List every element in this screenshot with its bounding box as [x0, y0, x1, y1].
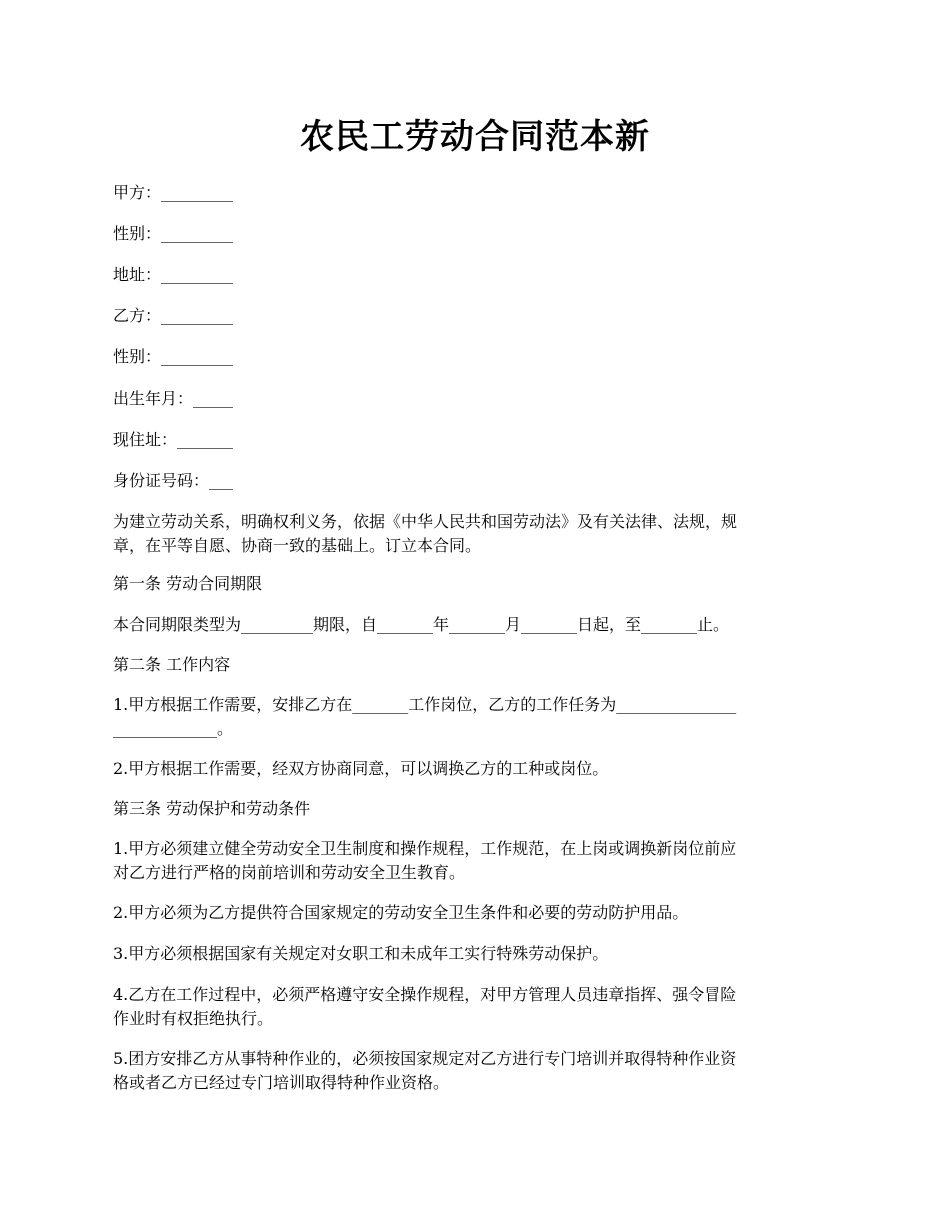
party-b-gender-field: 性别：_________ — [113, 347, 234, 366]
party-b-birth-field: 出生年月：_____ — [113, 389, 234, 408]
article-3-heading: 第三条 劳动保护和劳动条件 — [113, 799, 311, 818]
article-2-item-1-line-2: _____________。 — [113, 719, 234, 738]
article-3-item-4-line-2: 作业时有权拒绝执行。 — [113, 1009, 274, 1028]
article-2-heading: 第二条 工作内容 — [113, 655, 231, 674]
party-b-id-field: 身份证号码：___ — [113, 471, 234, 490]
party-a-address-field: 地址：_________ — [113, 265, 234, 284]
article-3-item-2: 2.甲方必须为乙方提供符合国家规定的劳动安全卫生条件和必要的劳动防护用品。 — [113, 903, 689, 922]
party-b-address-field: 现住址：_______ — [113, 430, 234, 449]
document-title: 农民工劳动合同范本新 — [300, 117, 650, 157]
article-3-item-1-line-2: 对乙方进行严格的岗前培训和劳动安全卫生教育。 — [113, 863, 466, 882]
article-1-text: 本合同期限类型为_________期限，自_______年_______月_______日起，至_______止。 — [113, 615, 730, 634]
party-b-field: 乙方：_________ — [113, 306, 234, 325]
article-3-item-3: 3.甲方必须根据国家有关规定对女职工和未成年工实行特殊劳动保护。 — [113, 944, 609, 963]
article-2-item-1-line-1: 1.甲方根据工作需要，安排乙方在_______工作岗位，乙方的工作任务为_______________ — [113, 695, 737, 714]
article-1-heading: 第一条 劳动合同期限 — [113, 574, 263, 593]
article-3-item-4-line-1: 4.乙方在工作过程中，必须严格遵守安全操作规程，对甲方管理人员违章指挥、强令冒险 — [113, 985, 737, 1004]
article-3-item-1-line-1: 1.甲方必须建立健全劳动安全卫生制度和操作规程，工作规范，在上岗或调换新岗位前应 — [113, 839, 737, 858]
party-a-field: 甲方：_________ — [113, 183, 234, 202]
party-a-gender-field: 性别：_________ — [113, 224, 234, 243]
article-3-item-5-line-1: 5.团方安排乙方从事特种作业的，必须按国家规定对乙方进行专门培训并取得特种作业资 — [113, 1049, 737, 1068]
article-3-item-5-line-2: 格或者乙方已经过专门培训取得特种作业资格。 — [113, 1073, 450, 1092]
article-2-item-2: 2.甲方根据工作需要，经双方协商同意，可以调换乙方的工种或岗位。 — [113, 759, 609, 778]
preamble-line-2: 章，在平等自愿、协商一致的基础上。订立本合同。 — [113, 536, 482, 555]
preamble-line-1: 为建立劳动关系，明确权利义务，依据《中华人民共和国劳动法》及有关法律、法规，规 — [113, 512, 738, 531]
